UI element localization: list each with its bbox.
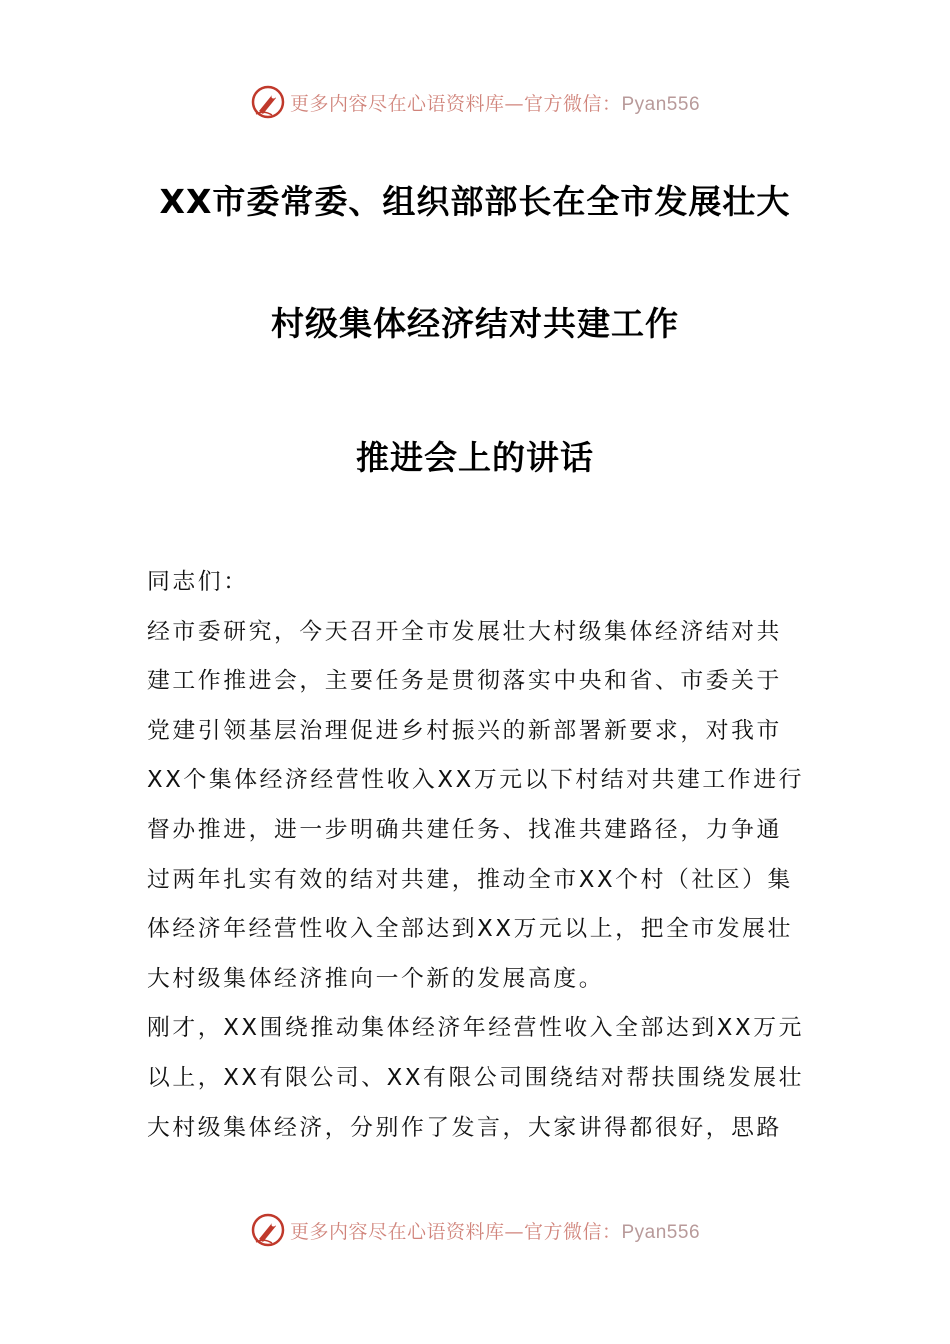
salutation: 同志们： xyxy=(147,569,249,595)
pen-nib-circle-icon xyxy=(250,84,286,120)
pen-nib-circle-icon xyxy=(250,1212,286,1248)
watermark-banner-top xyxy=(0,82,950,122)
watermark-handle: Pyan556 xyxy=(621,1221,701,1243)
watermark-handle: Pyan556 xyxy=(621,93,701,115)
document-title-line-1: XX市委常委、组织部部长在全市发展壮大 xyxy=(159,182,791,221)
watermark-text: 更多内容尽在心语资料库—官方微信：Pyan556 xyxy=(289,1220,701,1243)
paragraph-2: 刚才，XX围绕推动集体经济年经营性收入全部达到XX万元以上，XX有限公司、XX有限公司围绕结对帮扶围绕发展壮大村级集体经济，分别作了发言，大家讲得都很好，思路 xyxy=(147,1015,804,1141)
paragraph-1: 经市委研究，今天召开全市发展壮大村级集体经济结对共建工作推进会，主要任务是贯彻落实中央和省、市委关于党建引领基层治理促进乡村振兴的新部署新要求，对我市XX个集体经济经营性收入XX万元以下村结对共建工作进行督办推进，进一步明确共建任务、找准共建路径，力争通过两年扎实有效的结对共建，推动全市XX个村（社区）集体经济年经营性收入全部达到XX万元以上，把全市发展壮大村级集体经济推向一个新的发展高度。 xyxy=(147,618,804,992)
document-title-line-3: 推进会上的讲话 xyxy=(356,438,594,477)
document-title-line-2: 村级集体经济结对共建工作 xyxy=(271,304,679,343)
document-body xyxy=(147,558,807,1153)
watermark-text: 更多内容尽在心语资料库—官方微信：Pyan556 xyxy=(289,92,701,115)
watermark-banner-bottom xyxy=(0,1210,950,1250)
